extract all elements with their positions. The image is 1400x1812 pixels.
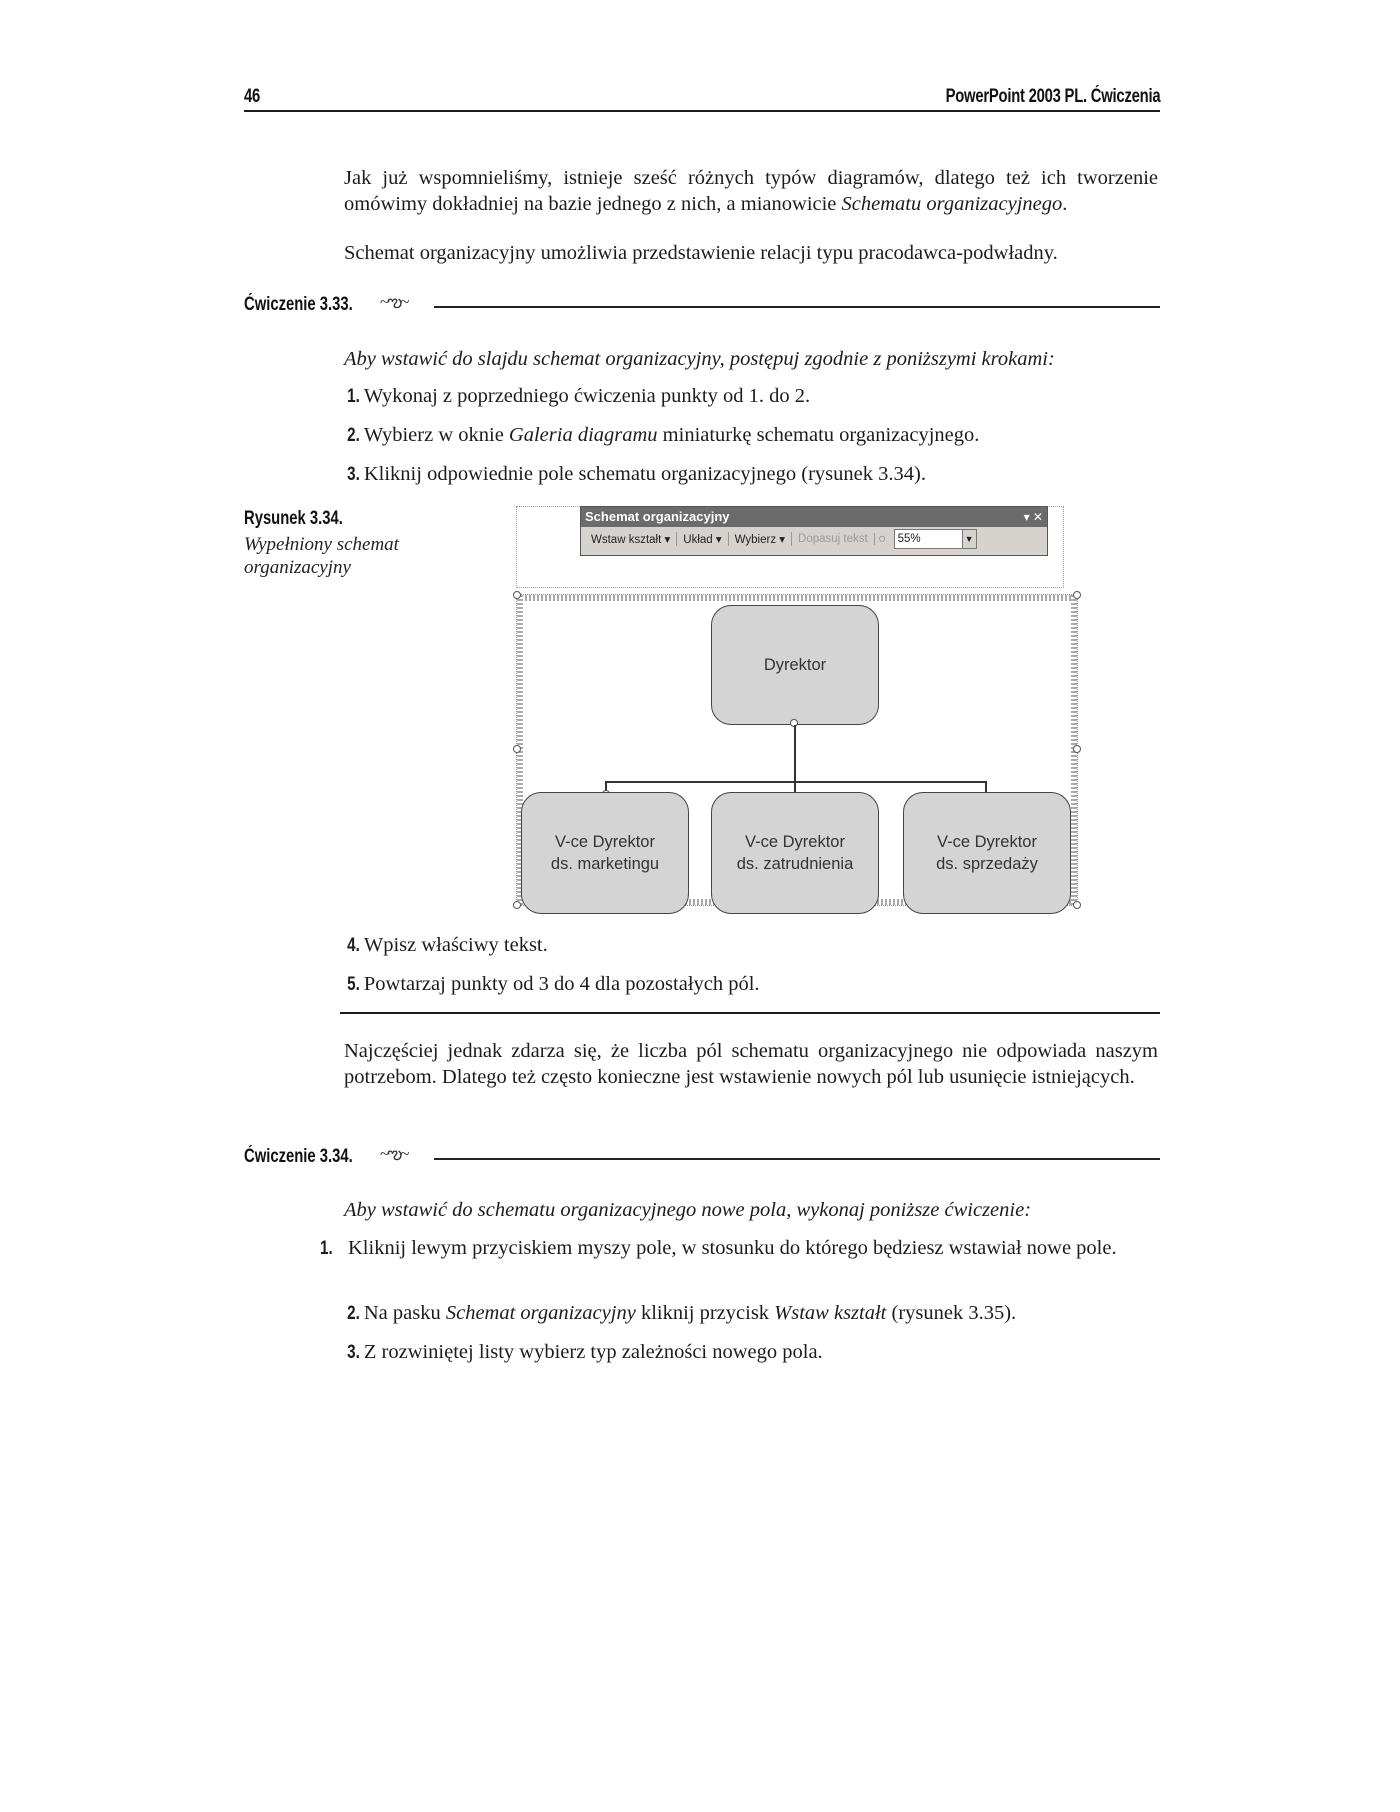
connector-line: [605, 781, 987, 783]
node-label-line2: ds. zatrudnienia: [736, 855, 854, 873]
node-label-line2: ds. marketingu: [550, 855, 660, 873]
list-item: [344, 971, 760, 998]
diagram-canvas[interactable]: [516, 594, 1078, 906]
page-number: 46: [244, 86, 261, 107]
step-number: 2.: [347, 1303, 360, 1324]
fit-text-button[interactable]: Dopasuj tekst: [792, 533, 875, 545]
step-italic: Schemat organizacyjny: [445, 1302, 636, 1324]
list-item: [344, 422, 979, 449]
node-label: Dyrektor: [763, 656, 827, 674]
step-number: 2.: [347, 425, 360, 446]
lead-text: Aby wstawić do schematu organizacyjnego nowe pola, wykonaj poniższe ćwiczenie:: [344, 1199, 1032, 1221]
step-italic: Galeria diagramu: [508, 424, 658, 446]
intro-paragraph-1: [344, 165, 1158, 217]
step-text: Wybierz w oknie: [363, 424, 509, 446]
exercise2-lead: [344, 1197, 1158, 1223]
exercise-rule: [434, 1158, 1160, 1160]
zoom-icon[interactable]: ◌: [878, 533, 886, 545]
step-text: kliknij przycisk: [635, 1302, 775, 1324]
org-node-vp-employment[interactable]: [711, 792, 879, 914]
zoom-value: 55%: [897, 533, 921, 545]
toolbar-title: Schemat organizacyjny: [585, 509, 730, 524]
toolbar-title-bar[interactable]: [581, 507, 1047, 527]
header-rule: [244, 110, 1160, 112]
step-text: Z rozwiniętej listy wybierz typ zależności nowego pola.: [363, 1341, 823, 1363]
lead-text: Aby wstawić do slajdu schemat organizacyjny, postępuj zgodnie z poniższymi krokami:: [344, 348, 1055, 370]
step-text: Kliknij odpowiednie pole schematu organizacyjnego (rysunek 3.34).: [363, 463, 926, 485]
org-node-vp-marketing[interactable]: [521, 792, 689, 914]
ornament-icon: ~ఌ~: [380, 1144, 408, 1163]
resize-handle[interactable]: [513, 591, 521, 599]
step-text: Wpisz właściwy tekst.: [363, 934, 548, 956]
org-node-director[interactable]: [711, 605, 879, 725]
exercise-heading-1: [244, 294, 1160, 318]
exercise-label: Ćwiczenie 3.34.: [244, 1146, 353, 1167]
list-item: [344, 1300, 1016, 1327]
intro-italic: Schematu organizacyjnego: [841, 193, 1063, 215]
step-text: Kliknij lewym przyciskiem myszy pole, w stosunku do którego będziesz wstawiał nowe pole.: [348, 1237, 1117, 1259]
intro-paragraph-2: Schemat organizacyjny umożliwia przedstawienie relacji typu pracodawca-podwładny.: [344, 242, 1058, 264]
chevron-down-icon[interactable]: ▼: [962, 530, 976, 548]
list-item: [344, 383, 810, 410]
resize-handle[interactable]: [513, 745, 521, 753]
list-item: [344, 1339, 823, 1366]
insert-shape-button[interactable]: Wstaw kształt ▾: [585, 532, 677, 546]
resize-handle[interactable]: [513, 901, 521, 909]
org-chart-figure: [516, 506, 1064, 906]
exercise1-lead: [344, 346, 1158, 372]
node-label-line1: V-ce Dyrektor: [937, 833, 1037, 851]
connector-line: [794, 725, 796, 783]
list-item: [344, 461, 926, 488]
exercise-rule: [434, 306, 1160, 308]
list-item: [344, 932, 548, 959]
node-label-line1: V-ce Dyrektor: [555, 833, 655, 851]
step-text: Powtarzaj punkty od 3 do 4 dla pozostałych pól.: [363, 973, 760, 995]
step-text: miniaturkę schematu organizacyjnego.: [657, 424, 980, 446]
book-title: PowerPoint 2003 PL. Ćwiczenia: [945, 86, 1160, 107]
figure-caption: Wypełniony schemat organizacyjny: [244, 534, 399, 578]
layout-button[interactable]: Układ ▾: [677, 532, 728, 546]
node-label-line1: V-ce Dyrektor: [745, 833, 845, 851]
zoom-select[interactable]: [894, 529, 977, 549]
step-text: Na pasku: [363, 1302, 446, 1324]
step-text: (rysunek 3.35).: [886, 1302, 1017, 1324]
toolbar-buttons: [581, 527, 1047, 551]
step-italic: Wstaw kształt: [774, 1302, 887, 1324]
step-number: 1.: [347, 386, 360, 407]
select-button[interactable]: Wybierz ▾: [729, 532, 792, 546]
middle-paragraph: Najczęściej jednak zdarza się, że liczba pól schematu organizacyjnego nie odpowiada naszym potrzebom. Dlatego też często konieczne jest wstawienie nowych pól lub usunięcie istniejących.: [344, 1040, 1158, 1088]
exercise-heading-2: [244, 1146, 1160, 1170]
resize-handle[interactable]: [1073, 901, 1081, 909]
step-text: Wykonaj z poprzedniego ćwiczenia punkty od 1. do 2.: [363, 385, 811, 407]
intro-text: Jak już wspomnieliśmy, istnieje sześć różnych typów diagramów, dlatego też ich tworzenie omówimy dokładniej na bazie jednego z nich, a mianowicie: [344, 167, 1158, 215]
org-chart-toolbar: [580, 506, 1048, 556]
step-number: 4.: [347, 935, 360, 956]
figure-label: Rysunek 3.34.: [244, 508, 343, 529]
step-number: 3.: [347, 464, 360, 485]
exercise-end-rule: [340, 1012, 1160, 1014]
node-label-line2: ds. sprzedaży: [936, 855, 1038, 873]
list-item: 1. Kliknij lewym przyciskiem myszy pole, w stosunku do którego będziesz wstawiał nowe pole.: [320, 1237, 1117, 1259]
intro-text-end: .: [1062, 193, 1068, 215]
step-number: 5.: [347, 974, 360, 995]
resize-handle[interactable]: [1073, 591, 1081, 599]
org-node-vp-sales[interactable]: [903, 792, 1071, 914]
diagram-border-top: [517, 595, 1077, 601]
ornament-icon: ~ఌ~: [380, 292, 408, 311]
resize-handle[interactable]: [1073, 745, 1081, 753]
exercise-label: Ćwiczenie 3.33.: [244, 294, 353, 315]
close-icon[interactable]: ▾ ✕: [1023, 510, 1043, 524]
step-number: 3.: [347, 1342, 360, 1363]
